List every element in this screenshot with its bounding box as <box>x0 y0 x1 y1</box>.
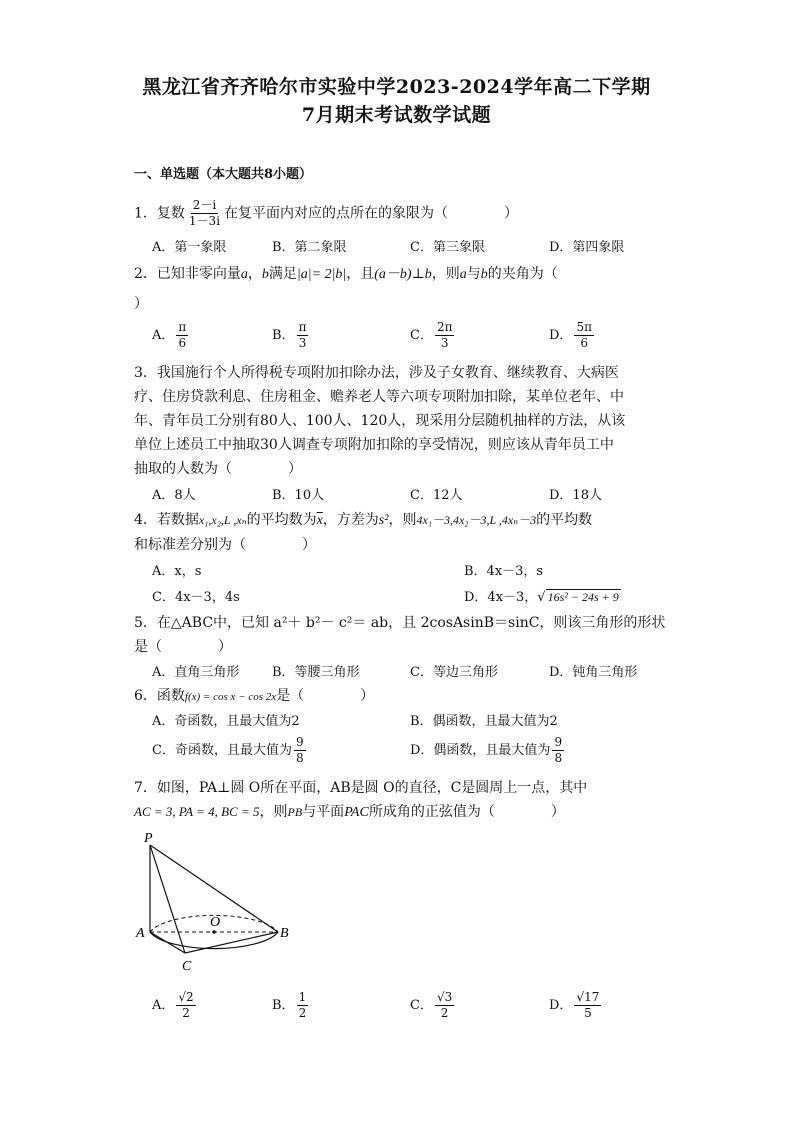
q1-option-a[interactable]: A．第一象限 <box>152 240 227 255</box>
option-fraction <box>297 990 309 1021</box>
question-4 <box>134 509 592 529</box>
q3-option-a[interactable]: A．8人 <box>152 488 196 503</box>
fraction-denominator: 3 <box>440 336 449 350</box>
q6-option-c[interactable] <box>152 735 308 766</box>
q7-line2 <box>134 801 565 821</box>
q7-option-b[interactable] <box>272 990 310 1021</box>
q7-text: 所成角的正弦值为（ ） <box>368 804 565 820</box>
label-c: C <box>182 959 192 974</box>
option-label: A． <box>152 998 175 1013</box>
q5-line1: 5．在△ABC中，已知 a²＋ b²－ c²＝ ab，且 2cosAsinB＝sinC，则该三角形的形状 <box>134 615 666 631</box>
q2-condition: |a|= 2|b| <box>296 267 347 282</box>
question-1-text-pre: 1．复数 <box>134 205 185 222</box>
option-label: C． <box>410 998 433 1013</box>
q4-transformed-data: 4x₁－3,4x₂－3,L ,4xₙ－3 <box>416 513 537 527</box>
page-subtitle: 7月期末考试数学试题 <box>301 104 492 126</box>
q6-function: f(x) = cos x − cos 2x <box>184 691 277 703</box>
q4-mean-symbol: $\overline{x}$ <box>316 513 323 528</box>
q3-option-d[interactable]: D．18人 <box>549 488 602 503</box>
fraction-numerator: π <box>298 320 307 334</box>
option-label: C． <box>410 328 433 343</box>
q7-option-c[interactable] <box>410 990 456 1021</box>
option-fraction <box>294 735 306 766</box>
fraction-denominator: 5 <box>584 1006 592 1020</box>
sqrt-radicand: 16s² − 24s + 9 <box>547 590 619 604</box>
question-1 <box>134 198 518 229</box>
fraction-denominator: 6 <box>178 336 187 350</box>
center-point-o <box>212 930 216 934</box>
q4-option-a[interactable]: A．x，s <box>152 564 202 579</box>
label-b: B <box>280 926 289 941</box>
vector-a: a <box>459 267 467 282</box>
q7-segment-pb: PB <box>287 805 303 819</box>
q5-option-d[interactable]: D．钝角三角形 <box>549 665 638 680</box>
fraction-numerator: π <box>178 320 187 334</box>
q5-option-c[interactable]: C．等边三角形 <box>410 665 498 680</box>
label-p: P <box>144 831 153 846</box>
fraction-numerator: √17 <box>576 990 600 1004</box>
fraction-numerator: 9 <box>554 735 563 749</box>
segment-bc <box>185 932 278 953</box>
fraction-denominator: 1－3i <box>188 214 221 228</box>
q5-option-a[interactable]: A．直角三角形 <box>152 665 240 680</box>
q4-variance-symbol: s² <box>378 513 389 528</box>
q2-option-b[interactable] <box>272 320 310 351</box>
option-fraction <box>574 320 594 351</box>
fraction-denominator: 2 <box>182 1006 190 1020</box>
q7-line1: 7．如图，PA⊥圆 O所在平面，AB是圆 O的直径，C是圆周上一点，其中 <box>134 780 588 796</box>
q4-text: 的平均数 <box>536 512 593 528</box>
q6-text: 是（ ） <box>276 688 375 704</box>
option-fraction <box>176 990 195 1021</box>
question-6 <box>134 685 374 705</box>
option-text: C．奇函数，且最大值为 <box>152 743 292 758</box>
q4-option-c[interactable]: C．4x－3，4s <box>152 590 240 605</box>
q2-line2: ） <box>134 296 148 312</box>
fraction-numerator: 5π <box>576 320 592 334</box>
q2-text: ，且 <box>346 266 375 282</box>
q5-line2: 是（ ） <box>134 639 232 655</box>
q2-text: ，则 <box>431 266 460 282</box>
q3-option-b[interactable]: B．10人 <box>272 488 325 503</box>
fraction-numerator: 2－i <box>192 198 217 212</box>
option-fraction <box>435 990 454 1021</box>
q2-text: 的夹角为（ <box>487 266 558 282</box>
q7-geometry-figure <box>130 825 300 975</box>
q7-plane-pac: PAC <box>344 805 369 820</box>
label-o: O <box>210 915 221 930</box>
fraction-denominator: 8 <box>554 751 563 765</box>
option-label: D． <box>549 328 573 343</box>
q4-text: ，则 <box>388 512 417 528</box>
q6-option-d[interactable] <box>410 735 566 766</box>
vector-b: b <box>480 267 488 282</box>
q2-text: 与 <box>466 266 481 282</box>
q6-option-a[interactable]: A．奇函数，且最大值为2 <box>152 714 300 729</box>
option-label: B． <box>272 998 295 1013</box>
option-text: D．偶函数，且最大值为 <box>410 743 551 758</box>
option-text: D．4x－3， <box>464 590 538 605</box>
option-fraction <box>574 990 601 1021</box>
q5-option-b[interactable]: B．等腰三角形 <box>272 665 360 680</box>
fraction-numerator: 9 <box>295 735 304 749</box>
q7-option-d[interactable] <box>549 990 603 1021</box>
q3-line: 年、青年员工分别有80人、100人、120人，现采用分层随机抽样的方法，从该 <box>134 413 626 429</box>
q4-option-d[interactable] <box>464 586 621 605</box>
q2-option-d[interactable] <box>549 320 596 351</box>
q1-option-c[interactable]: C．第三象限 <box>410 240 485 255</box>
q2-option-c[interactable] <box>410 320 456 351</box>
q2-text: 满足 <box>268 266 297 282</box>
q6-option-b[interactable]: B．偶函数，且最大值为2 <box>410 714 558 729</box>
option-label: A． <box>152 328 175 343</box>
q1-option-b[interactable]: B．第二象限 <box>272 240 347 255</box>
question-1-fraction <box>187 198 222 229</box>
sqrt-sign: √ <box>537 590 546 605</box>
q4-text: 4．若数据 <box>134 512 199 528</box>
q7-condition: AC = 3, PA = 4, BC = 5 <box>134 804 260 819</box>
q3-line: 抽取的人数为（ ） <box>134 461 302 477</box>
fraction-numerator: √3 <box>436 990 453 1004</box>
vector-b: b <box>261 267 269 282</box>
q4-data-set: x₁,x₂,L ,xₙ <box>198 513 247 527</box>
q7-option-a[interactable] <box>152 990 198 1021</box>
page-title: 黑龙江省齐齐哈尔市实验中学2023-2024学年高二下学期 <box>142 76 651 98</box>
fraction-denominator: 3 <box>298 336 307 350</box>
q2-text: 2．已知非零向量 <box>134 266 241 282</box>
fraction-denominator: 8 <box>295 751 304 765</box>
q3-line: 疗、住房贷款利息、住房租金、赡养老人等六项专项附加扣除，某单位老年、中 <box>134 389 624 405</box>
q2-text: ， <box>247 266 262 282</box>
label-a: A <box>136 926 145 941</box>
fraction-numerator: 2π <box>436 320 453 334</box>
option-fraction <box>552 735 564 766</box>
q7-text: 与平面 <box>302 804 345 820</box>
section-heading: 一、单选题（本大题共8小题） <box>134 167 313 182</box>
fraction-denominator: 6 <box>580 336 589 350</box>
option-label: D． <box>549 998 573 1013</box>
option-label: B． <box>272 328 295 343</box>
q4-text: ，方差为 <box>322 512 379 528</box>
q6-text: 6．函数 <box>134 688 185 704</box>
fraction-numerator: √2 <box>178 990 194 1004</box>
option-fraction <box>297 320 309 351</box>
question-2 <box>134 263 558 283</box>
q1-option-d[interactable]: D．第四象限 <box>549 240 625 255</box>
q3-line: 单位上述员工中抽取30人调查专项附加扣除的享受情况，则应该从青年员工中 <box>134 437 614 453</box>
q3-line: 3．我国施行个人所得税专项附加扣除办法，涉及子女教育、继续教育、大病医 <box>134 365 619 381</box>
option-fraction <box>176 320 188 351</box>
fraction-denominator: 2 <box>440 1006 449 1020</box>
fraction-numerator: 1 <box>298 990 307 1004</box>
vector-a: a <box>240 267 248 282</box>
question-1-text-post: 在复平面内对应的点所在的象限为（ ） <box>224 205 519 222</box>
option-fraction <box>435 320 455 351</box>
q3-option-c[interactable]: C．12人 <box>410 488 463 503</box>
q4-text: 的平均数为 <box>246 512 317 528</box>
q2-option-a[interactable] <box>152 320 190 351</box>
fraction-denominator: 2 <box>298 1006 307 1020</box>
q4-line2: 和标准差分别为（ ） <box>134 537 316 553</box>
q2-perpendicular: (a－b)⊥b <box>374 267 432 282</box>
q7-text: ，则 <box>259 804 288 820</box>
q4-option-b[interactable]: B．4x－3，s <box>464 564 544 579</box>
